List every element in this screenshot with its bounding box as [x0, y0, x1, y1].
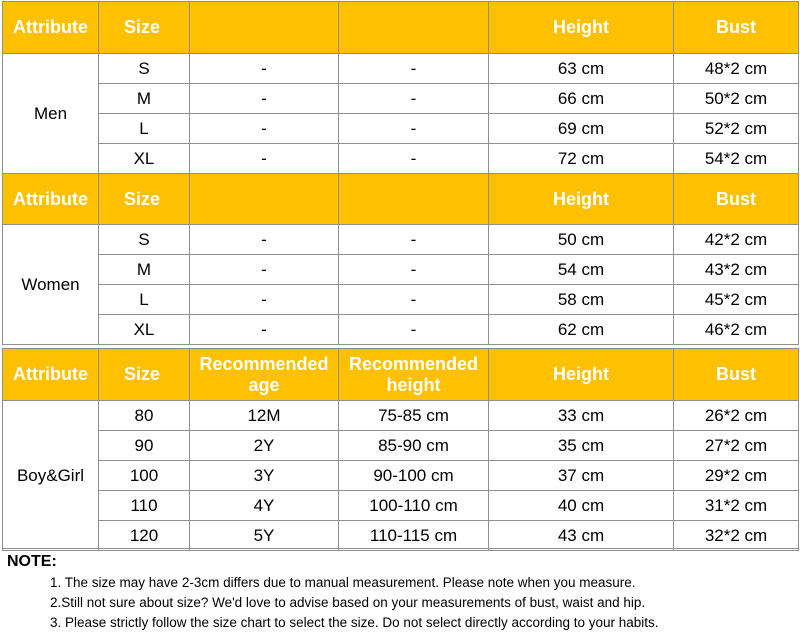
table-cell: - — [190, 144, 339, 174]
table-cell: 35 cm — [489, 431, 674, 461]
table-cell: - — [190, 255, 339, 285]
men-header-attribute: Attribute — [3, 2, 99, 54]
table-row — [3, 54, 799, 84]
table-cell: - — [339, 225, 489, 255]
table-cell: 5Y — [190, 521, 339, 551]
table-cell: - — [339, 285, 489, 315]
table-cell: M — [99, 255, 190, 285]
table-cell: 66 cm — [489, 84, 674, 114]
size-chart-table — [2, 1, 799, 551]
table-cell: 3Y — [190, 461, 339, 491]
table-row — [3, 401, 799, 431]
table-cell: 90 — [99, 431, 190, 461]
table-cell: 26*2 cm — [674, 401, 799, 431]
kids-header-height: Height — [489, 349, 674, 401]
table-cell: 62 cm — [489, 315, 674, 345]
table-cell: L — [99, 285, 190, 315]
table-cell: 4Y — [190, 491, 339, 521]
table-cell: 90-100 cm — [339, 461, 489, 491]
table-cell: 110-115 cm — [339, 521, 489, 551]
table-cell: - — [190, 84, 339, 114]
table-row — [3, 461, 799, 491]
table-cell: 43 cm — [489, 521, 674, 551]
notes-title: NOTE: — [7, 553, 57, 570]
table-row — [3, 84, 799, 114]
table-cell: 50*2 cm — [674, 84, 799, 114]
table-cell: 48*2 cm — [674, 54, 799, 84]
table-row — [3, 255, 799, 285]
table-cell: 69 cm — [489, 114, 674, 144]
table-cell: - — [190, 285, 339, 315]
table-cell: 2Y — [190, 431, 339, 461]
table-cell: 45*2 cm — [674, 285, 799, 315]
table-cell: 54*2 cm — [674, 144, 799, 174]
table-row — [3, 144, 799, 174]
women-header-size: Size — [99, 174, 190, 225]
table-cell: - — [190, 54, 339, 84]
table-cell: 100 — [99, 461, 190, 491]
table-cell: 52*2 cm — [674, 114, 799, 144]
table-row — [3, 521, 799, 551]
table-cell: - — [339, 54, 489, 84]
kids-header-attribute: Attribute — [3, 349, 99, 401]
table-cell: 54 cm — [489, 255, 674, 285]
table-cell: 85-90 cm — [339, 431, 489, 461]
table-cell: - — [190, 315, 339, 345]
table-row — [3, 315, 799, 345]
table-cell: - — [339, 315, 489, 345]
kids-header-col4: Recommended height — [339, 349, 489, 401]
table-row — [3, 225, 799, 255]
table-cell: 58 cm — [489, 285, 674, 315]
kids-group-label: Boy&Girl — [3, 401, 99, 551]
kids-header-bust: Bust — [674, 349, 799, 401]
kids-header-col3: Recommended age — [190, 349, 339, 401]
table-cell: 72 cm — [489, 144, 674, 174]
table-cell: 33 cm — [489, 401, 674, 431]
men-header-col3 — [190, 2, 339, 54]
table-cell: 80 — [99, 401, 190, 431]
table-cell: - — [190, 114, 339, 144]
men-header-bust: Bust — [674, 2, 799, 54]
table-cell: 110 — [99, 491, 190, 521]
table-cell: 12M — [190, 401, 339, 431]
table-cell: M — [99, 84, 190, 114]
table-cell: 29*2 cm — [674, 461, 799, 491]
notes-section — [2, 548, 798, 633]
kids-header-size: Size — [99, 349, 190, 401]
table-cell: - — [339, 144, 489, 174]
men-group-label: Men — [3, 54, 99, 174]
table-cell: 37 cm — [489, 461, 674, 491]
table-cell: 100-110 cm — [339, 491, 489, 521]
women-header-height: Height — [489, 174, 674, 225]
table-cell: 32*2 cm — [674, 521, 799, 551]
note-3: 3. Please strictly follow the size chart to select the size. Do not select directly according to your habits. — [50, 615, 659, 630]
women-header-col4 — [339, 174, 489, 225]
men-header-row — [3, 2, 799, 54]
table-row — [3, 114, 799, 144]
men-header-col4 — [339, 2, 489, 54]
men-header-size: Size — [99, 2, 190, 54]
table-cell: - — [339, 114, 489, 144]
women-header-bust: Bust — [674, 174, 799, 225]
table-row — [3, 431, 799, 461]
women-header-attribute: Attribute — [3, 174, 99, 225]
table-cell: 46*2 cm — [674, 315, 799, 345]
table-cell: L — [99, 114, 190, 144]
men-header-height: Height — [489, 2, 674, 54]
women-group-label: Women — [3, 225, 99, 345]
table-cell: S — [99, 225, 190, 255]
table-cell: 43*2 cm — [674, 255, 799, 285]
table-cell: S — [99, 54, 190, 84]
table-cell: XL — [99, 144, 190, 174]
table-cell: 50 cm — [489, 225, 674, 255]
table-row — [3, 491, 799, 521]
table-cell: 40 cm — [489, 491, 674, 521]
table-cell: 120 — [99, 521, 190, 551]
table-cell: 75-85 cm — [339, 401, 489, 431]
women-header-row — [3, 174, 799, 225]
kids-header-row — [3, 349, 799, 401]
table-cell: - — [190, 225, 339, 255]
table-cell: 27*2 cm — [674, 431, 799, 461]
table-cell: 63 cm — [489, 54, 674, 84]
table-cell: XL — [99, 315, 190, 345]
women-header-col3 — [190, 174, 339, 225]
note-1: 1. The size may have 2-3cm differs due to manual measurement. Please note when you measure. — [50, 575, 636, 590]
table-cell: - — [339, 255, 489, 285]
table-row — [3, 285, 799, 315]
note-2: 2.Still not sure about size? We'd love to advise based on your measurements of bust, waist and hip. — [50, 595, 646, 610]
table-cell: 42*2 cm — [674, 225, 799, 255]
table-cell: - — [339, 84, 489, 114]
table-cell: 31*2 cm — [674, 491, 799, 521]
